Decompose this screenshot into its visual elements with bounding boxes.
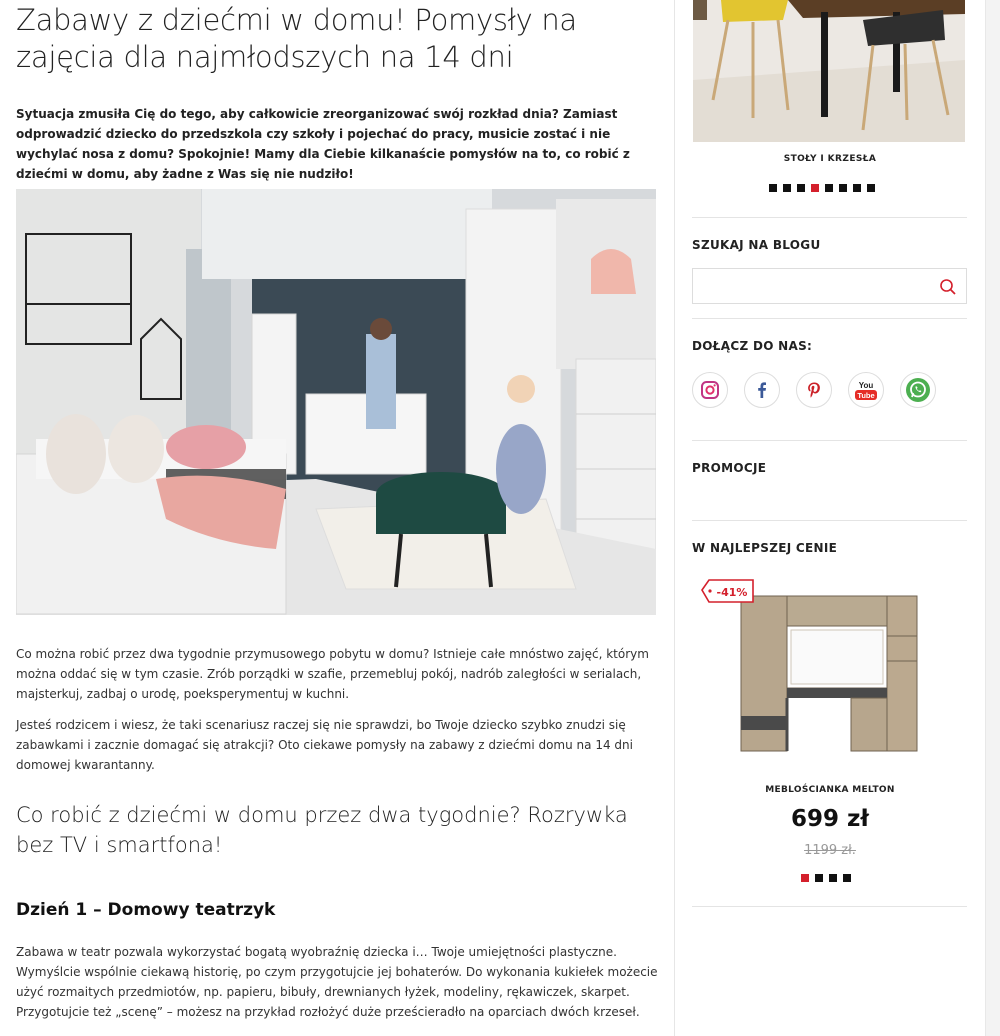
tables-chairs-illustration — [693, 0, 965, 142]
product-image[interactable] — [701, 576, 953, 758]
banner-dot[interactable] — [867, 184, 875, 192]
whatsapp-link[interactable] — [900, 372, 936, 408]
banner-dot-active[interactable] — [811, 184, 819, 192]
page-edge — [985, 0, 1000, 1036]
article-paragraph-1: Co można robić przez dwa tygodnie przymusowego pobytu w domu? Istnieje całe mnóstwo zajęć, którym można oddać się w tym czasie. Zrób porządki w szafie, przemebluj pokój, nadrób zaległości w serialach, majsterkuj, zadbaj o urodę, poeksperymentuj w kuchni. — [16, 647, 649, 701]
article-paragraph-2: Jesteś rodzicem i wiesz, że taki scenariusz raczej się nie sprawdzi, bo Twoje dziecko szybko znudzi się zabawkami i zacznie domagać się atrakcji? Oto ciekawe pomysły na zabawy z dziećmi domu na 14 dni domowej kwarantanny. — [16, 718, 633, 772]
banner-dot[interactable] — [839, 184, 847, 192]
article-lead: Sytuacja zmusiła Cię do tego, aby całkowicie zreorganizować swój rozkład dnia? Zamiast odprowadzić dziecko do przedszkola czy szkoły i pojechać do pracy, musicie zostać i nie wychylać nosa z domu? Spokojnie! Mamy dla Ciebie kilkanaście pomysłów na to, co robić z dziećmi w domu, aby żadne z Was się nie nudziło! — [16, 107, 630, 181]
youtube-icon — [853, 379, 879, 401]
product-pagination — [801, 874, 851, 882]
pinterest-link[interactable] — [796, 372, 832, 408]
article-heading-2: Co robić z dziećmi w domu przez dwa tygodnie? Rozrywka bez TV i smartfona! — [16, 803, 628, 857]
product-dot[interactable] — [843, 874, 851, 882]
whatsapp-icon — [904, 376, 932, 404]
sidebar — [675, 0, 985, 1036]
sidebar-divider — [692, 318, 967, 319]
banner-dot[interactable] — [797, 184, 805, 192]
banner-dot[interactable] — [783, 184, 791, 192]
sidebar-divider — [692, 520, 967, 521]
facebook-icon — [752, 380, 772, 400]
youtube-text-bottom: Tube — [857, 391, 875, 400]
social-links — [692, 372, 936, 408]
sidebar-divider — [692, 440, 967, 441]
product-dot-active[interactable] — [801, 874, 809, 882]
youtube-text-top: You — [858, 381, 874, 390]
sidebar-divider — [692, 217, 967, 218]
search-box — [692, 268, 967, 304]
youtube-link[interactable] — [848, 372, 884, 408]
discount-badge: -41% — [716, 586, 748, 599]
product-name[interactable]: MEBLOŚCIANKA MELTON — [765, 785, 895, 795]
search-input[interactable] — [693, 269, 933, 303]
banner-pagination — [769, 184, 875, 192]
sidebar-banner[interactable] — [693, 0, 965, 142]
product-dot[interactable] — [815, 874, 823, 882]
facebook-link[interactable] — [744, 372, 780, 408]
banner-dot[interactable] — [769, 184, 777, 192]
search-heading: SZUKAJ NA BLOGU — [692, 238, 821, 252]
banner-dot[interactable] — [853, 184, 861, 192]
product-old-price: 1199 zł. — [804, 843, 856, 858]
product-price: 699 zł — [791, 806, 869, 832]
best-price-heading: W NAJLEPSZEJ CENIE — [692, 541, 838, 555]
instagram-link[interactable] — [692, 372, 728, 408]
pinterest-icon — [804, 380, 824, 400]
article-heading-3: Dzień 1 – Domowy teatrzyk — [16, 900, 276, 920]
sidebar-divider — [692, 906, 967, 907]
search-icon[interactable] — [939, 278, 957, 296]
instagram-icon — [700, 380, 720, 400]
article-paragraph-3: Zabawa w teatr pozwala wykorzystać bogatą wyobraźnię dziecka i… Twoje umiejętności plastyczne. Wymyślcie wspólnie ciekawą historię, po czym przygotujcie jej bohaterów. Do wykonania kukiełek możecie użyć rozmaitych przedmiotów, np. papieru, bibuły, drewnianych łyżek, modeliny, rękawiczek, skarpet. Przygotujcie też „scenę” – możesz na przykład rozłożyć duże prześcieradło na oparciach dwóch krzeseł. — [16, 945, 658, 1019]
join-heading: DOŁĄCZ DO NAS: — [692, 339, 813, 353]
banner-label: STOŁY I KRZESŁA — [783, 154, 877, 164]
banner-dot[interactable] — [825, 184, 833, 192]
product-dot[interactable] — [829, 874, 837, 882]
article-title: Zabawy z dziećmi w domu! Pomysły na zajęcia dla najmłodszych na 14 dni — [16, 3, 577, 74]
promo-heading[interactable]: PROMOCJE — [692, 461, 767, 475]
kids-room-illustration — [16, 189, 656, 615]
hero-image — [16, 189, 656, 615]
